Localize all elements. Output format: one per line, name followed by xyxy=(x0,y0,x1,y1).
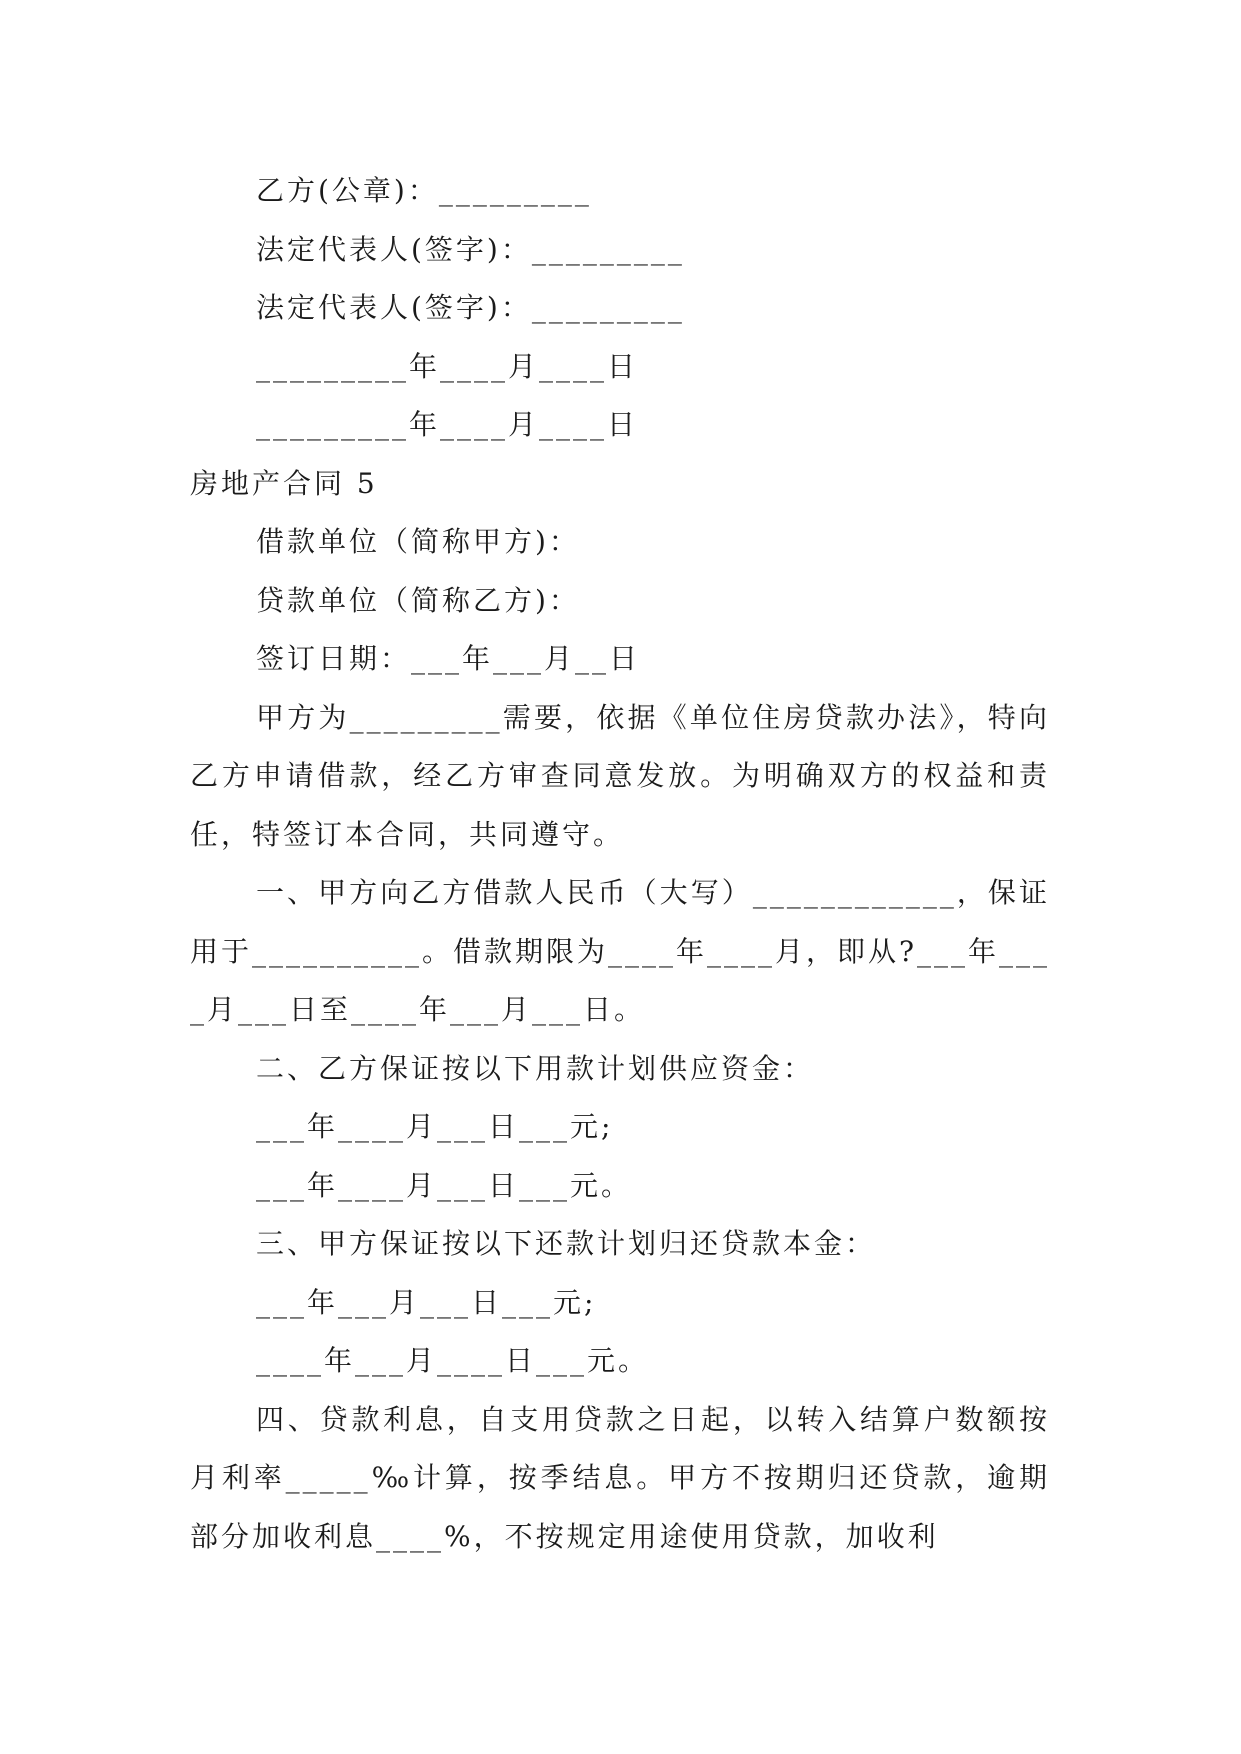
clause-3-item: ___年___月___日___元; xyxy=(256,1285,597,1319)
sign-date-field: 签订日期：___年___月__日 xyxy=(256,642,641,675)
lender-field: 贷款单位（简称乙方)： xyxy=(256,583,580,617)
date-line-1: _________年____月____日 xyxy=(256,349,639,383)
document-body xyxy=(190,162,1050,1566)
clause-1-paragraph: 一、甲方向乙方借款人民币（大写）____________，保证用于__________。借款期限为____年____月，即从?___年____月___日至____年___月___日。 xyxy=(190,876,1051,1026)
preamble-paragraph: 甲方为_________需要，依据《单位住房贷款办法》，特向乙方申请借款，经乙方审查同意发放。为明确双方的权益和责任，特签订本合同，共同遵守。 xyxy=(190,700,1050,851)
clause-2-item: ___年____月___日___元。 xyxy=(256,1168,633,1202)
clause-3-item: ____年___月____日___元。 xyxy=(256,1344,650,1377)
date-line-2: _________年____月____日 xyxy=(256,408,639,441)
party-b-seal-line: 乙方(公章)：_________ xyxy=(256,174,592,207)
clause-3-title: 三、甲方保证按以下还款计划归还贷款本金： xyxy=(256,1227,877,1260)
legal-rep-signature-line-2: 法定代表人(签字)：_________ xyxy=(256,291,685,324)
borrower-field: 借款单位（简称甲方)： xyxy=(256,525,580,558)
legal-rep-signature-line-1: 法定代表人(签字)：_________ xyxy=(256,232,685,266)
contract-title: 房地产合同 5 xyxy=(190,466,378,500)
clause-2-title: 二、乙方保证按以下用款计划供应资金： xyxy=(256,1051,815,1085)
clause-2-item: ___年____月___日___元; xyxy=(256,1110,614,1143)
clause-4-paragraph: 四、贷款利息，自支用贷款之日起，以转入结算户数额按月利率_____‰计算，按季结息。甲方不按期归还贷款，逾期部分加收利息____%，不按规定用途使用贷款，加收利 xyxy=(190,1402,1050,1553)
